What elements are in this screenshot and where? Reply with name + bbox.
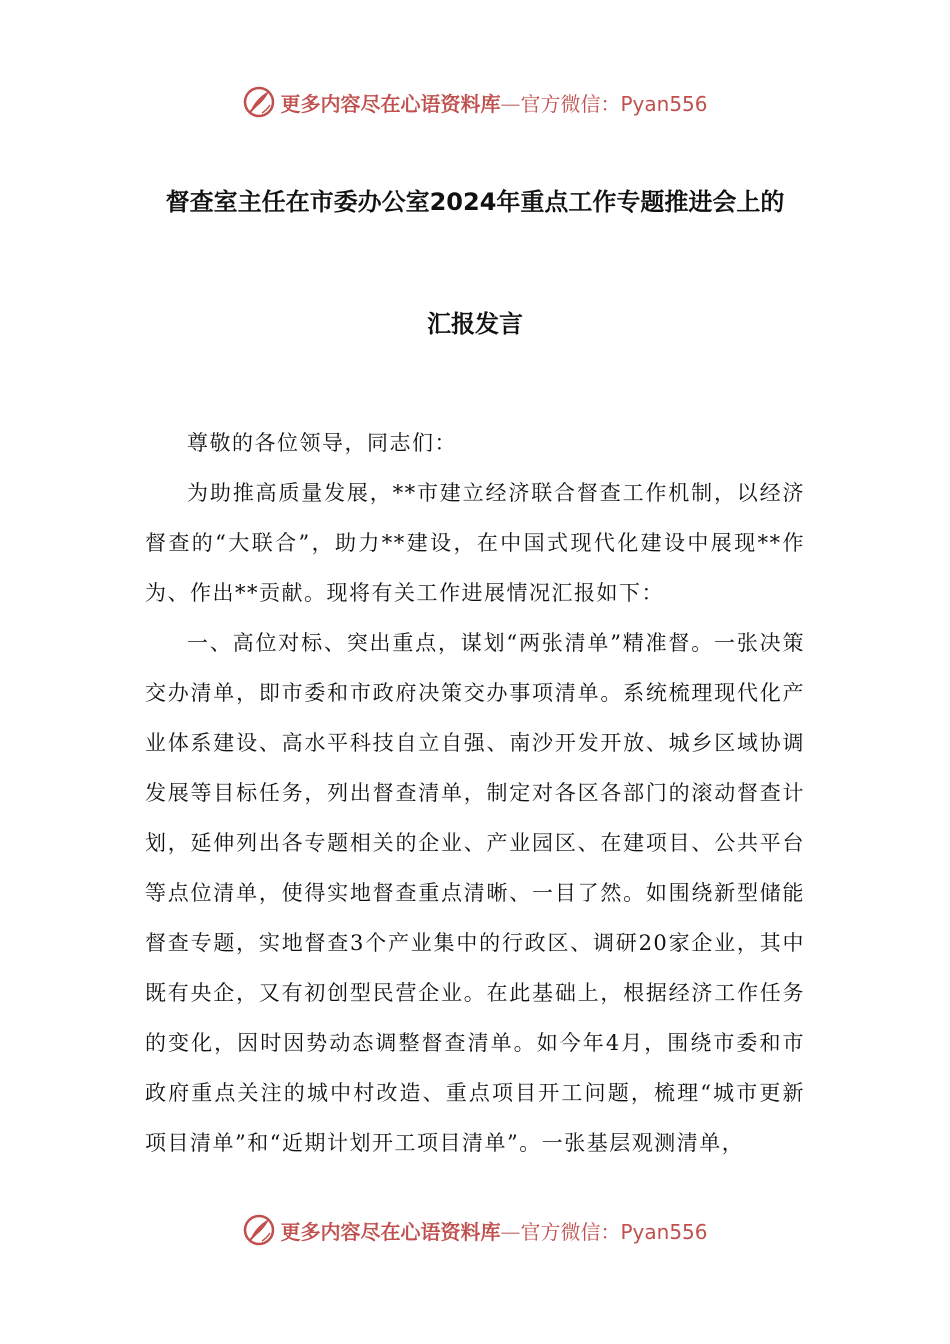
watermark-wechat-id: Pyan556	[620, 1219, 708, 1244]
quill-logo-icon	[242, 85, 276, 119]
watermark-main-text: 更多内容尽在心语资料库	[280, 1219, 501, 1244]
watermark-separator: —	[500, 1219, 521, 1244]
watermark-text	[280, 1216, 707, 1245]
document-title-line-1: 督查室主任在市委办公室2024年重点工作专题推进会上的	[165, 188, 785, 216]
body-paragraph-intro: 为助推高质量发展，**市建立经济联合督查工作机制，以经济督查的“大联合”，助力**建设，在中国式现代化建设中展现**作为、作出**贡献。现将有关工作进展情况汇报如下：	[145, 481, 805, 605]
body-paragraph-section-1: 一、高位对标、突出重点，谋划“两张清单”精准督。一张决策交办清单，即市委和市政府决策交办事项清单。系统梳理现代化产业体系建设、高水平科技自立自强、南沙开发开放、城乡区域协调发展等目标任务，列出督查清单，制定对各区各部门的滚动督查计划，延伸列出各专题相关的企业、产业园区、在建项目、公共平台等点位清单，使得实地督查重点清晰、一目了然。如围绕新型储能督查专题，实地督查3个产业集中的行政区、调研20家企业，其中既有央企，又有初创型民营企业。在此基础上，根据经济工作任务的变化，因时因势动态调整督查清单。如今年4月，围绕市委和市政府重点关注的城中村改造、重点项目开工问题，梳理“城市更新项目清单”和“近期计划开工项目清单”。一张基层观测清单，	[145, 631, 805, 1155]
salutation: 尊敬的各位领导，同志们：	[187, 431, 457, 455]
footer-watermark	[0, 1210, 950, 1250]
document-body	[145, 418, 805, 1168]
watermark-text	[280, 88, 707, 117]
watermark-wechat-label: 官方微信：	[520, 1219, 621, 1244]
quill-logo-icon	[242, 1213, 276, 1247]
header-watermark	[0, 82, 950, 122]
watermark-wechat-id: Pyan556	[620, 91, 708, 116]
document-title-line-2: 汇报发言	[427, 310, 523, 338]
watermark-wechat-label: 官方微信：	[520, 91, 621, 116]
watermark-separator: —	[500, 91, 521, 116]
watermark-main-text: 更多内容尽在心语资料库	[280, 91, 501, 116]
